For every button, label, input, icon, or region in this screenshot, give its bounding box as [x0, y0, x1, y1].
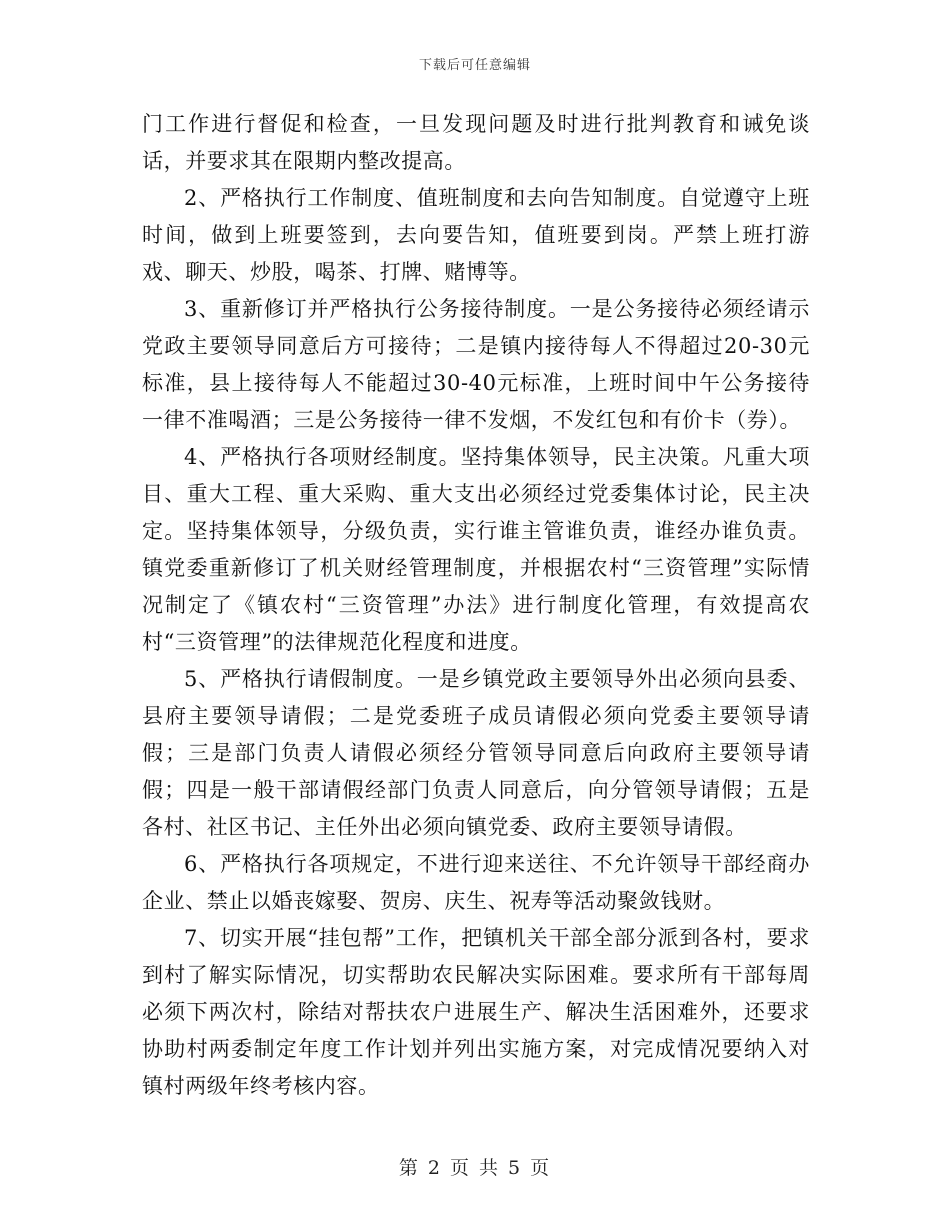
document-body: [142, 106, 810, 1105]
page-header: 下载后可任意编辑: [418, 58, 531, 73]
page-number-footer: 第 2 页 共 5 页: [398, 1157, 552, 1179]
paragraph-item-3: 3、重新修订并严格执行公务接待制度。一是公务接待必须经请示党政主要领导同意后方可接待；二是镇内接待每人不得超过20-30元标准，县上接待每人不能超过30-40元标准，上班时间中午公务接待一律不准喝酒；三是公务接待一律不发烟，不发红包和有价卡（券）。: [142, 297, 810, 432]
paragraph-item-5: 5、严格执行请假制度。一是乡镇党政主要领导外出必须向县委、县府主要领导请假；二是党委班子成员请假必须向党委主要领导请假；三是部门负责人请假必须经分管领导同意后向政府主要领导请假；四是一般干部请假经部门负责人同意后，向分管领导请假；五是各村、社区书记、主任外出必须向镇党委、政府主要领导请假。: [142, 667, 810, 839]
paragraph-item-6: 6、严格执行各项规定，不进行迎来送往、不允许领导干部经商办企业、禁止以婚丧嫁娶、贺房、庆生、祝寿等活动聚敛钱财。: [142, 852, 810, 913]
paragraph-item-2: 2、严格执行工作制度、值班制度和去向告知制度。自觉遵守上班时间，做到上班要签到，去向要告知，值班要到岗。严禁上班打游戏、聊天、炒股，喝茶、打牌、赌博等。: [142, 186, 810, 284]
paragraph-continuation: 门工作进行督促和检查，一旦发现问题及时进行批判教育和诫免谈话，并要求其在限期内整改提高。: [142, 112, 810, 173]
paragraph-item-7: 7、切实开展“挂包帮”工作，把镇机关干部全部分派到各村，要求到村了解实际情况，切实帮助农民解决实际困难。要求所有干部每周必须下两次村，除结对帮扶农户进展生产、解决生活困难外，还要求协助村两委制定年度工作计划并列出实施方案，对完成情况要纳入对镇村两级年终考核内容。: [142, 926, 810, 1098]
paragraph-item-4: 4、严格执行各项财经制度。坚持集体领导，民主决策。凡重大项目、重大工程、重大采购、重大支出必须经过党委集体讨论，民主决定。坚持集体领导，分级负责，实行谁主管谁负责，谁经办谁负责。镇党委重新修订了机关财经管理制度，并根据农村“三资管理”实际情况制定了《镇农村“三资管理”办法》进行制度化管理，有效提高农村“三资管理”的法律规范化程度和进度。: [142, 445, 810, 654]
